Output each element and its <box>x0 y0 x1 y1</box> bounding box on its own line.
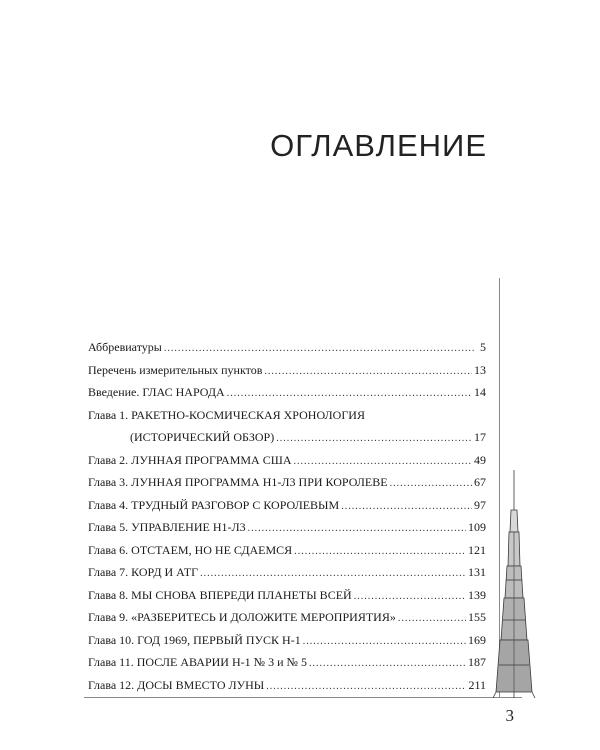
rocket-illustration <box>492 470 552 698</box>
toc-entry-page: 97 <box>474 497 486 512</box>
horizontal-rule <box>84 697 522 698</box>
dot-leader <box>390 478 472 489</box>
toc-entry-chapter-1 <box>88 408 486 431</box>
toc-entry-chapter-10 <box>88 633 486 656</box>
dot-leader <box>227 388 472 399</box>
toc-entry-text: Аббревиатуры <box>88 340 162 354</box>
toc-entry-chapter-11 <box>88 655 486 678</box>
toc-entry-chapter-7 <box>88 565 486 588</box>
toc-entry-page: 121 <box>468 542 486 557</box>
toc-entry-text: Глава 12. ДОСЫ ВМЕСТО ЛУНЫ <box>88 677 265 692</box>
toc-entry-text: (ИСТОРИЧЕСКИЙ ОБЗОР) <box>130 430 275 444</box>
page-number: 3 <box>505 706 514 725</box>
toc-entry-text: Глава 2. ЛУННАЯ ПРОГРАММА США <box>88 452 292 467</box>
toc-entry-text: Глава 8. МЫ СНОВА ВПЕРЕДИ ПЛАНЕТЫ ВСЕЙ <box>88 587 352 602</box>
dot-leader <box>309 658 466 669</box>
toc-entry-measurement-points <box>88 363 486 386</box>
toc-entry-page: 17 <box>474 430 486 444</box>
toc-entry-page: 169 <box>468 632 486 647</box>
toc-entry-page: 67 <box>474 475 486 489</box>
toc-entry-text: Глава 6. ОТСТАЕМ, НО НЕ СДАЕМСЯ <box>88 542 293 557</box>
dot-leader <box>276 433 472 444</box>
dot-leader <box>354 591 466 602</box>
dot-leader <box>264 366 472 377</box>
toc-entry-text: Глава 9. «РАЗБЕРИТЕСЬ И ДОЛОЖИТЕ МЕРОПРИЯТИЯ» <box>88 610 396 624</box>
toc-entry-chapter-2 <box>88 453 486 476</box>
dot-leader <box>294 456 473 467</box>
page-title: ОГЛАВЛЕНИЕ <box>270 128 487 163</box>
toc-entry-page: 211 <box>468 677 486 692</box>
toc-entry-chapter-1-continued <box>88 430 486 453</box>
dot-leader <box>248 523 466 534</box>
dot-leader <box>266 681 466 692</box>
toc-entry-chapter-9 <box>88 610 486 633</box>
table-of-contents <box>88 340 486 700</box>
toc-entry-abbreviations <box>88 340 486 363</box>
toc-entry-chapter-4 <box>88 498 486 521</box>
toc-entry-page: 49 <box>474 452 486 467</box>
toc-entry-text: Глава 7. КОРД И АТГ <box>88 565 199 579</box>
toc-entry-page: 13 <box>474 362 486 377</box>
toc-entry-chapter-6 <box>88 543 486 566</box>
toc-entry-page: 109 <box>468 520 486 534</box>
toc-entry-text: Перечень измерительных пунктов <box>88 362 263 377</box>
dot-leader <box>200 568 466 579</box>
toc-entry-text: Глава 10. ГОД 1969, ПЕРВЫЙ ПУСК Н-1 <box>88 632 301 647</box>
toc-entry-introduction <box>88 385 486 408</box>
dot-leader <box>303 636 466 647</box>
toc-entry-page: 14 <box>474 385 486 399</box>
toc-entry-chapter-3 <box>88 475 486 498</box>
dot-leader <box>341 501 472 512</box>
toc-entry-page: 131 <box>468 565 486 579</box>
toc-entry-page: 187 <box>468 655 486 669</box>
toc-entry-text: Глава 11. ПОСЛЕ АВАРИИ Н-1 № 3 и № 5 <box>88 655 307 669</box>
dot-leader <box>294 546 466 557</box>
toc-entry-text: Введение. ГЛАС НАРОДА <box>88 385 225 399</box>
toc-entry-page: 155 <box>468 610 486 624</box>
toc-entry-text: Глава 1. РАКЕТНО-КОСМИЧЕСКАЯ ХРОНОЛОГИЯ <box>88 407 365 422</box>
dot-leader <box>398 613 466 624</box>
toc-entry-chapter-8 <box>88 588 486 611</box>
dot-leader <box>164 343 474 354</box>
toc-entry-text: Глава 4. ТРУДНЫЙ РАЗГОВОР С КОРОЛЕВЫМ <box>88 497 340 512</box>
toc-entry-text: Глава 5. УПРАВЛЕНИЕ Н1-Л3 <box>88 520 246 534</box>
toc-entry-text: Глава 3. ЛУННАЯ ПРОГРАММА Н1-Л3 ПРИ КОРОЛЕВЕ <box>88 475 388 489</box>
toc-entry-page: 5 <box>480 340 486 354</box>
toc-entry-page: 139 <box>468 587 486 602</box>
toc-entry-chapter-5 <box>88 520 486 543</box>
